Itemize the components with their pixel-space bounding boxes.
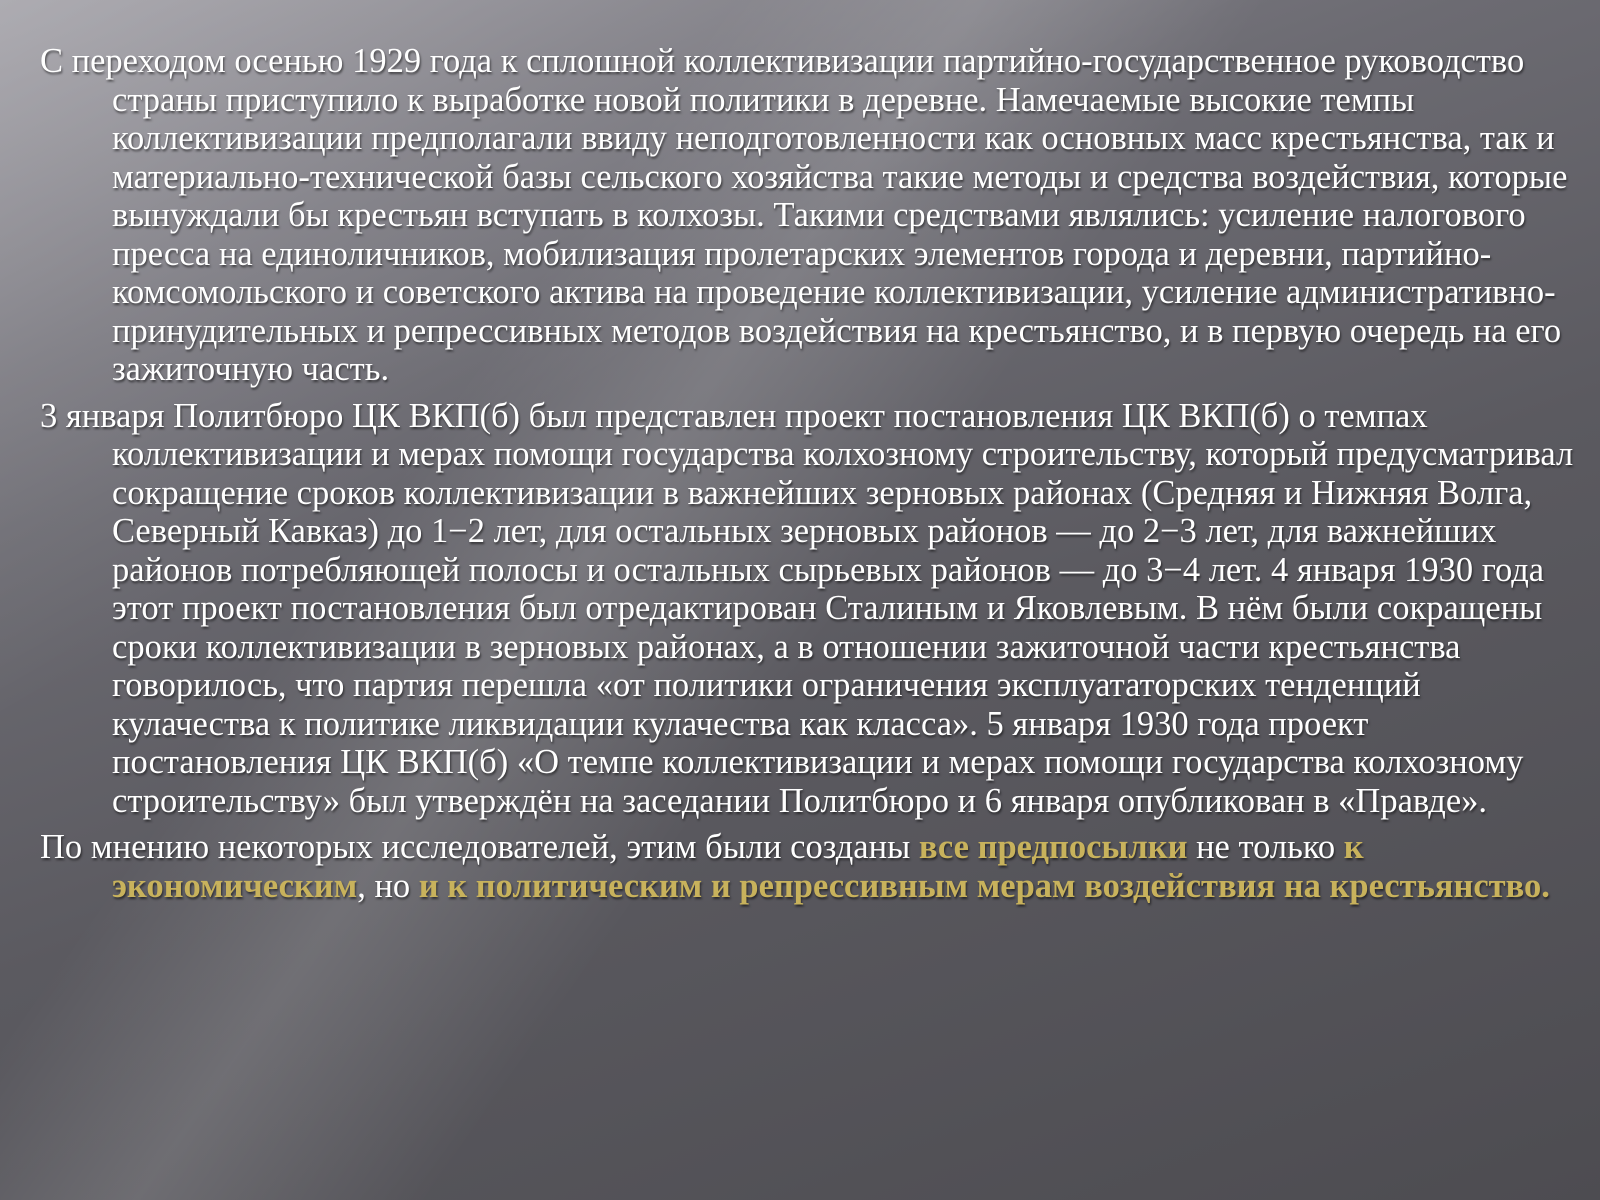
paragraph-text: не только xyxy=(1187,828,1344,866)
paragraph-conclusion xyxy=(40,828,1580,905)
paragraph-text: 3 января Политбюро ЦК ВКП(б) был представлен проект постановления ЦК ВКП(б) о темпах коллективизации и мерах помощи государства колхозному строительству, который предусматривал сокращение сроков коллективизации в важнейших зерновых районах (Средняя и Нижняя Волга, Северный Кавказ) до 1−2 лет, для остальных зерновых районов — до 2−3 лет, для важнейших районов потребляющей полосы и остальных сырьевых районов — до 3−4 лет. 4 января 1930 года этот проект постановления был отредактирован Сталиным и Яковлевым. В нём были сокращены сроки коллективизации в зерновых районах, а в отношении зажиточной части крестьянства говорилось, что партия перешла «от политики ограничения эксплуататорских тенденций кулачества к политике ликвидации кулачества как класса». 5 января 1930 года проект постановления ЦК ВКП(б) «О темпе коллективизации и мерах помощи государства колхозному строительству» был утверждён на заседании Политбюро и 6 января опубликован в «Правде». xyxy=(40,396,1574,820)
highlight-political-repressive-measures: и к политическим и репрессивным мерам воздействия на крестьянство. xyxy=(418,866,1550,905)
paragraph-text: , но xyxy=(357,866,419,905)
slide-body xyxy=(40,42,1580,913)
paragraph-collectivization-policy xyxy=(40,42,1580,389)
highlight-all-prerequisites: все предпосылки xyxy=(918,828,1188,866)
paragraph-text: С переходом осенью 1929 года к сплошной коллективизации партийно-государственное руководство страны приступило к выработке новой политики в деревне. Намечаемые высокие темпы коллективизации предполагали ввиду неподготовленности как основных масс крестьянства, так и материально-технической базы сельского хозяйства такие методы и средства воздействия, которые вынуждали бы крестьян вступать в колхозы. Такими средствами являлись: усиление налогового пресса на единоличников, мобилизация пролетарских элементов города и деревни, партийно-комсомольского и советского актива на проведение коллективизации, усиление административно-принудительных и репрессивных методов воздействия на крестьянство, и в первую очередь на его зажиточную часть. xyxy=(40,42,1568,388)
paragraph-text: По мнению некоторых исследователей, этим были созданы xyxy=(40,828,919,866)
highlight-economic-measures: к экономическим xyxy=(112,828,1364,905)
paragraph-politburo-decree xyxy=(40,397,1580,821)
